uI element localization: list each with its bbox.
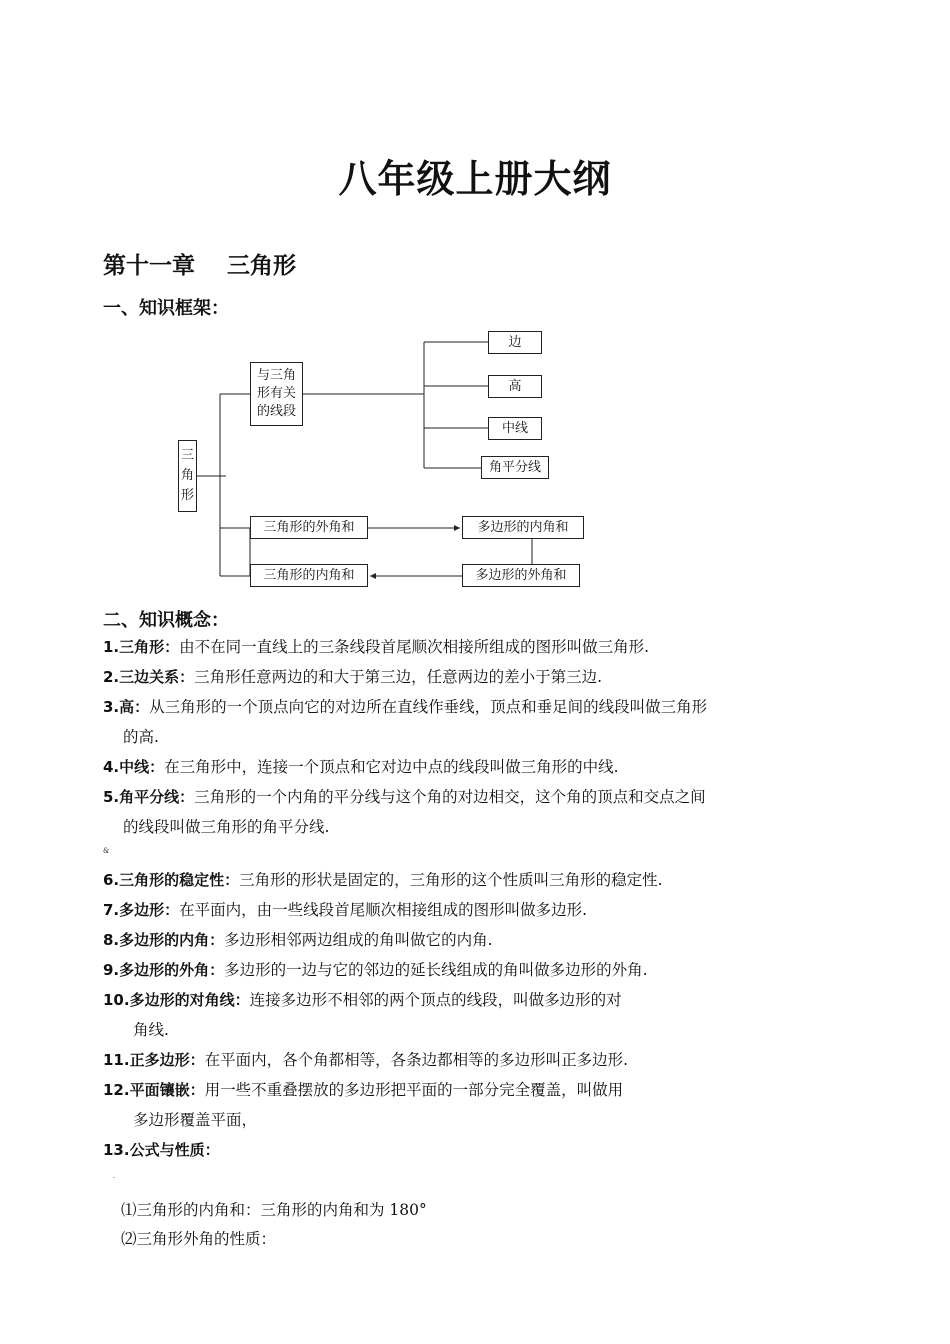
list-item: 13.公式与性质： bbox=[103, 1141, 220, 1159]
list-item: 7.多边形：在平面内，由一些线段首尾顺次相接组成的图形叫做多边形. bbox=[103, 901, 588, 919]
formula-item: ⑴三角形的内角和：三角形的内角和为 180° bbox=[121, 1201, 427, 1219]
section-framework-heading: 一、知识框架： bbox=[103, 298, 229, 319]
polygon-exterior-sum-node: 多边形的外角和 bbox=[462, 564, 580, 587]
polygon-interior-sum-node: 多边形的内角和 bbox=[462, 516, 584, 539]
formula-item: ⑵三角形外角的性质： bbox=[121, 1230, 277, 1248]
list-item-continuation: 的高. bbox=[123, 728, 159, 746]
list-item: 1.三角形：由不在同一直线上的三条线段首尾顺次相接所组成的图形叫做三角形. bbox=[103, 638, 650, 656]
list-item-continuation: 的线段叫做三角形的角平分线. bbox=[123, 818, 330, 836]
list-item-continuation: 多边形覆盖平面， bbox=[133, 1111, 258, 1129]
angle-bisector-node: 角平分线 bbox=[481, 456, 549, 479]
height-node: 高 bbox=[488, 375, 542, 398]
chapter-heading: 第十一章 三角形 bbox=[103, 253, 297, 279]
knowledge-framework-diagram bbox=[170, 326, 590, 594]
stray-mark: · bbox=[113, 1174, 116, 1182]
list-item-continuation: 角线. bbox=[133, 1021, 169, 1039]
page-title: 八年级上册大纲 bbox=[338, 157, 612, 201]
triangle-exterior-sum-node: 三角形的外角和 bbox=[250, 516, 368, 539]
triangle-interior-sum-node: 三角形的内角和 bbox=[250, 564, 368, 587]
list-item: 3.高：从三角形的一个顶点向它的对边所在直线作垂线，顶点和垂足间的线段叫做三角形 bbox=[103, 698, 708, 716]
list-item: 5.角平分线：三角形的一个内角的平分线与这个角的对边相交，这个角的顶点和交点之间 bbox=[103, 788, 706, 806]
triangle-root-node: 三 角 形 bbox=[178, 440, 197, 512]
list-item: 8.多边形的内角：多边形相邻两边组成的角叫做它的内角. bbox=[103, 931, 493, 949]
section-concepts-heading: 二、知识概念： bbox=[103, 610, 229, 631]
list-item: 6.三角形的稳定性：三角形的形状是固定的，三角形的这个性质叫三角形的稳定性. bbox=[103, 871, 663, 889]
list-item: 10.多边形的对角线：连接多边形不相邻的两个顶点的线段，叫做多边形的对 bbox=[103, 991, 622, 1009]
list-item: 11.正多边形：在平面内，各个角都相等，各条边都相等的多边形叫正多边形. bbox=[103, 1051, 629, 1069]
list-item: 2.三边关系：三角形任意两边的和大于第三边，任意两边的差小于第三边. bbox=[103, 668, 603, 686]
list-item: 12.平面镶嵌：用一些不重叠摆放的多边形把平面的一部分完全覆盖，叫做用 bbox=[103, 1081, 624, 1099]
segments-node: 与三角 形有关 的线段 bbox=[250, 362, 303, 426]
concept-list bbox=[103, 632, 863, 1254]
list-item: 9.多边形的外角：多边形的一边与它的邻边的延长线组成的角叫做多边形的外角. bbox=[103, 961, 648, 979]
median-node: 中线 bbox=[488, 417, 542, 440]
list-item: 4.中线：在三角形中，连接一个顶点和它对边中点的线段叫做三角形的中线. bbox=[103, 758, 619, 776]
side-node: 边 bbox=[488, 331, 542, 354]
stray-mark: & bbox=[103, 847, 110, 855]
